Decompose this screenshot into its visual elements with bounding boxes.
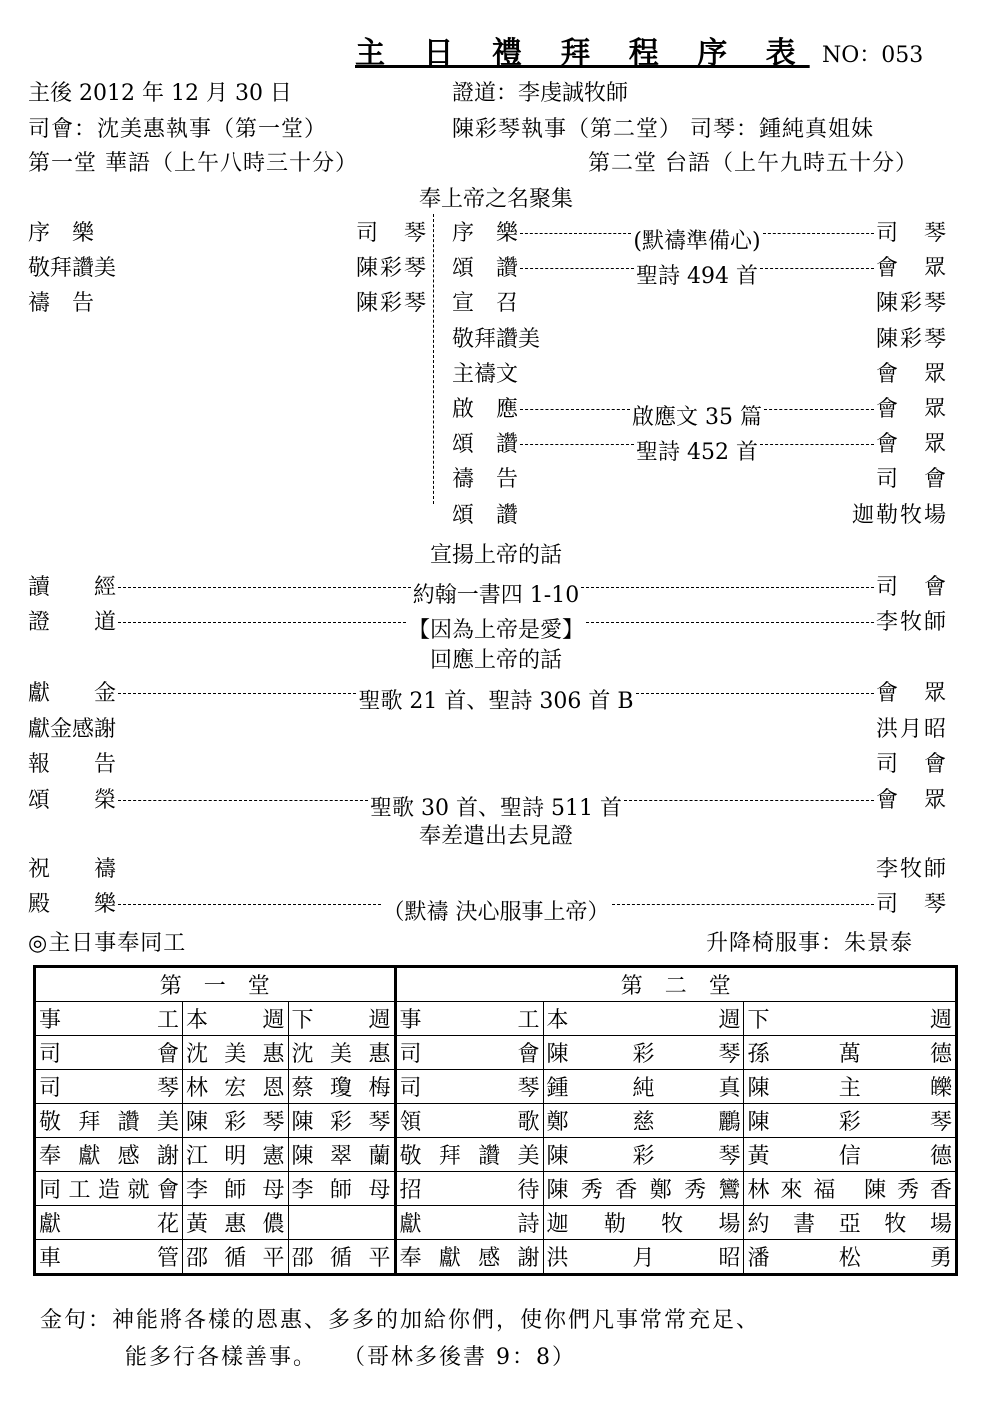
table-row (35, 1104, 957, 1138)
order-item (452, 286, 948, 316)
dashed-leader (94, 309, 356, 310)
table-cell: 本週 (543, 1002, 744, 1036)
order-item (452, 357, 948, 387)
coworkers-table (33, 965, 958, 1276)
table-cell: 陳彩琴 (288, 1104, 395, 1138)
order-item-detail: 約翰一書四 1-10 (412, 583, 580, 608)
table-cell: 陳主皪 (744, 1070, 957, 1104)
order-item-label: 獻金感謝 (28, 716, 117, 742)
order-item-detail: 聖詩 452 首 (636, 440, 758, 466)
table-cell: 孫萬德 (744, 1036, 957, 1070)
order-item-label: 敬拜讚美 (28, 256, 117, 281)
order-item-person: 司 會 (875, 575, 948, 600)
order-item-label: 禱 告 (28, 291, 95, 316)
dashed-leader (518, 309, 876, 310)
order-item-label: 序 樂 (28, 221, 95, 246)
table-cell: 鄭慈鸝 (543, 1104, 744, 1138)
section-sent: 奉差遣出去見證 (418, 824, 573, 849)
order-item (28, 747, 948, 777)
order-item-person: 陳彩琴 (355, 256, 428, 281)
order-item (28, 887, 948, 925)
table-header-row (35, 1002, 957, 1036)
table-cell: 鍾純真 (543, 1070, 744, 1104)
table-row (35, 1240, 957, 1275)
table-cell: 奉獻感謝 (35, 1138, 183, 1172)
hall-1-header: 第 一 堂 (35, 967, 396, 1002)
table-cell: 奉獻感謝 (395, 1240, 543, 1275)
order-item (28, 570, 948, 608)
dashed-leader (116, 895, 876, 926)
order-item (452, 427, 948, 466)
table-row (35, 1206, 957, 1240)
coworkers-label: ◎主日事奉同工 (28, 931, 187, 956)
verse-line-2: 能多行各樣善事。 （哥林多後書 9：8） (125, 1345, 576, 1370)
table-cell: 李師母 (288, 1172, 395, 1206)
order-item-label: 主禱文 (452, 361, 519, 387)
order-item (28, 676, 948, 714)
section-word: 宣揚上帝的話 (429, 543, 562, 568)
dashed-leader (116, 735, 876, 736)
table-cell: 沈美惠 (288, 1036, 395, 1070)
order-item-label: 頌 讚 (452, 432, 519, 458)
table-hall-row (35, 967, 957, 1002)
table-cell: 陳彩琴 (543, 1138, 744, 1172)
table-cell: 黃惠儂 (183, 1206, 289, 1240)
order-item-label: 啟 應 (452, 397, 519, 422)
order-item-person: 迦勒牧場 (851, 502, 948, 528)
table-cell: 敬拜讚美 (395, 1138, 543, 1172)
order-item-person: 陳彩琴 (875, 291, 948, 317)
dashed-leader (518, 485, 876, 486)
order-item-person: 司 琴 (355, 221, 428, 246)
table-cell: 洪月昭 (543, 1240, 744, 1275)
order-item-person: 會 眾 (875, 256, 948, 282)
table-cell: 車管 (35, 1240, 183, 1275)
table-cell: 林來福 陳秀香 (744, 1172, 957, 1206)
table-cell: 敬拜讚美 (35, 1104, 183, 1138)
service-1-time: 第一堂 華語（上午八時三十分） (28, 151, 358, 176)
table-row (35, 1070, 957, 1104)
order-item-person: 司 琴 (875, 892, 948, 917)
dashed-leader (116, 613, 876, 644)
table-cell: 迦勒牧場 (543, 1206, 744, 1240)
order-item-label: 祝 禱 (28, 857, 117, 882)
dashed-leader (116, 274, 356, 275)
order-item (452, 392, 948, 430)
order-item-label: 序 樂 (452, 221, 519, 246)
table-cell: 約書亞牧場 (744, 1206, 957, 1240)
order-item (28, 251, 428, 281)
order-item-label: 敬拜讚美 (452, 326, 541, 352)
order-item (28, 286, 428, 316)
order-item-person: 李牧師 (875, 610, 948, 635)
dashed-leader (116, 684, 876, 715)
table-cell: 獻詩 (395, 1206, 543, 1240)
order-item-person: 會 眾 (875, 787, 948, 813)
table-cell: 李師母 (183, 1172, 289, 1206)
order-item-label: 宣 召 (452, 291, 519, 317)
order-item (28, 605, 948, 643)
order-item-person: 會 眾 (875, 681, 948, 706)
hosts-left: 司會：沈美惠執事（第一堂） (28, 117, 328, 142)
table-row (35, 1036, 957, 1070)
dashed-leader (94, 239, 356, 240)
order-item-detail: 聖歌 21 首、聖詩 306 首 B (358, 689, 634, 714)
table-cell: 事工 (395, 1002, 543, 1036)
order-item-label: 頌 榮 (28, 787, 117, 813)
table-cell: 事工 (35, 1002, 183, 1036)
table-cell: 陳彩琴 (744, 1104, 957, 1138)
table-cell: 江明憲 (183, 1138, 289, 1172)
page-title: 主 日 禮 拜 程 序 表 (355, 36, 810, 71)
order-item-detail: 啟應文 35 篇 (632, 405, 762, 430)
table-cell: 領歌 (395, 1104, 543, 1138)
table-cell: 蔡瓊梅 (288, 1070, 395, 1104)
table-cell: 司琴 (395, 1070, 543, 1104)
order-item (452, 251, 948, 290)
table-cell: 司會 (395, 1036, 543, 1070)
order-item (452, 216, 948, 254)
order-item-person: 會 眾 (875, 432, 948, 458)
order-item-person: 司 琴 (875, 221, 948, 246)
table-cell: 黃信德 (744, 1138, 957, 1172)
table-row (35, 1172, 957, 1206)
order-item-label: 頌 讚 (452, 502, 519, 528)
hosts-right: 陳彩琴執事（第二堂） 司琴：鍾純真姐妹 (452, 117, 874, 142)
order-item-person: 李牧師 (875, 857, 948, 882)
order-item-person: 陳彩琴 (355, 291, 428, 316)
table-cell: 司會 (35, 1036, 183, 1070)
order-item-label: 獻 金 (28, 681, 117, 706)
service-2-time: 第二堂 台語（上午九時五十分） (588, 151, 918, 176)
table-cell: 陳秀香鄭秀鸞 (543, 1172, 744, 1206)
table-row (35, 1138, 957, 1172)
order-item-label: 禱 告 (452, 467, 519, 493)
order-item (452, 322, 948, 352)
order-item-person: 會 眾 (875, 397, 948, 422)
order-item-detail: 聖歌 30 首、聖詩 511 首 (370, 795, 622, 821)
order-item-label: 證 道 (28, 610, 117, 635)
table-cell: 邵循平 (183, 1240, 289, 1275)
dashed-leader (518, 380, 876, 381)
preacher: 證道：李虔誠牧師 (452, 81, 629, 106)
order-item (28, 852, 948, 882)
table-cell: 本週 (183, 1002, 289, 1036)
table-cell: 獻花 (35, 1206, 183, 1240)
table-cell: 司琴 (35, 1070, 183, 1104)
verse-line-1: 金句：神能將各樣的恩惠、多多的加給你們，使你們凡事常常充足、 (40, 1308, 761, 1333)
usher: 升降椅服事：朱景泰 (706, 931, 914, 956)
section-gather: 奉上帝之名聚集 (418, 187, 573, 212)
order-item (452, 498, 948, 528)
service-date: 主後 2012 年 12 月 30 日 (28, 81, 292, 106)
order-item (452, 462, 948, 492)
order-item-person: 洪月昭 (875, 716, 948, 742)
hall-2-header: 第 二 堂 (395, 967, 956, 1002)
dashed-leader (540, 345, 876, 346)
order-item-label: 讀 經 (28, 575, 117, 600)
order-item-label: 頌 讚 (452, 256, 519, 282)
dashed-leader (116, 791, 876, 822)
order-item-person: 司 會 (875, 467, 948, 493)
table-cell: 沈美惠 (183, 1036, 289, 1070)
order-item-person: 司 會 (875, 752, 948, 777)
order-item-detail: 聖詩 494 首 (636, 264, 758, 290)
order-item-person: 陳彩琴 (875, 326, 948, 352)
order-item (28, 216, 428, 246)
table-cell: 陳彩琴 (183, 1104, 289, 1138)
issue-number: NO：053 (822, 43, 924, 68)
table-cell: 下週 (744, 1002, 957, 1036)
order-item-detail: （默禱 決心服事上帝） (382, 900, 610, 925)
column-divider (433, 214, 434, 504)
dashed-leader (116, 875, 876, 876)
order-item-label: 殿 樂 (28, 892, 117, 917)
table-cell (288, 1206, 395, 1240)
table-cell: 同工造就會 (35, 1172, 183, 1206)
dashed-leader (518, 521, 852, 522)
order-item-detail: 【因為上帝是愛】 (408, 618, 585, 643)
section-respond: 回應上帝的話 (429, 648, 562, 673)
order-item (28, 783, 948, 821)
table-cell: 陳翠蘭 (288, 1138, 395, 1172)
dashed-leader (116, 770, 876, 771)
table-cell: 陳彩琴 (543, 1036, 744, 1070)
table-cell: 招待 (395, 1172, 543, 1206)
order-item-person: 會 眾 (875, 361, 948, 387)
order-item-detail: (默禱準備心) (633, 229, 761, 254)
order-item (28, 712, 948, 742)
table-cell: 下週 (288, 1002, 395, 1036)
table-cell: 潘松勇 (744, 1240, 957, 1275)
order-item-label: 報 告 (28, 752, 117, 777)
table-cell: 邵循平 (288, 1240, 395, 1275)
table-cell: 林宏恩 (183, 1070, 289, 1104)
